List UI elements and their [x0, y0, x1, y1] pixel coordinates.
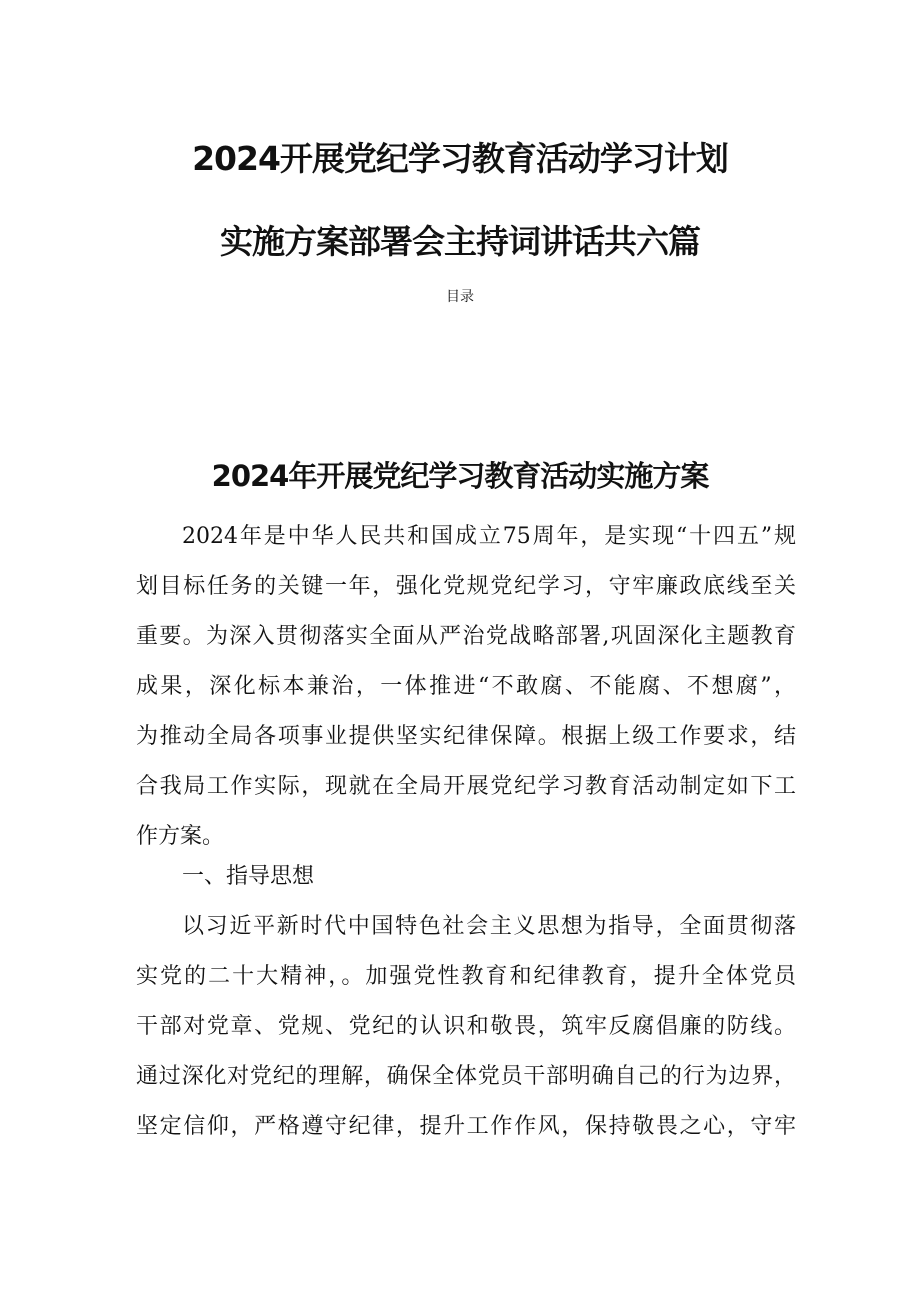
paragraph-2-line: 实党的二十大精神，。加强党性教育和纪律教育，提升全体党员	[136, 964, 796, 989]
paragraph-1-line: 作方案。	[136, 824, 225, 849]
paragraph-2-line: 通过深化对党纪的理解，确保全体党员干部明确自己的行为边界，	[136, 1064, 796, 1089]
paragraph-1-line: 为推动全局各项事业提供坚实纪律保障。根据上级工作要求，结	[136, 724, 796, 749]
paragraph-1-line: 重要。为深入贯彻落实全面从严治党战略部署,巩固深化主题教育	[136, 624, 796, 649]
paragraph-2-line: 以习近平新时代中国特色社会主义思想为指导，全面贯彻落	[182, 914, 796, 939]
paragraph-1-line: 划目标任务的关键一年，强化党规党纪学习，守牢廉政底线至关	[136, 574, 796, 599]
paragraph-1-line: 合我局工作实际，现就在全局开展党纪学习教育活动制定如下工	[136, 774, 796, 799]
document-title-line-1: 2024开展党纪学习教育活动学习计划	[192, 139, 728, 178]
section-heading-guiding-ideology: 一、指导思想	[182, 864, 315, 889]
paragraph-1-line: 成果，深化标本兼治，一体推进“不敢腐、不能腐、不想腐”，	[136, 674, 796, 699]
document-title-line-2: 实施方案部署会主持词讲话共六篇	[220, 222, 700, 261]
table-of-contents-label: 目录	[446, 289, 474, 305]
paragraph-2-line: 干部对党章、党规、党纪的认识和敬畏，筑牢反腐倡廉的防线。	[136, 1014, 796, 1039]
section-title: 2024年开展党纪学习教育活动实施方案	[211, 459, 709, 493]
paragraph-2-line: 坚定信仰，严格遵守纪律，提升工作作风，保持敬畏之心，守牢	[136, 1114, 796, 1139]
paragraph-1-line: 2024年是中华人民共和国成立75周年，是实现“十四五”规	[182, 524, 796, 549]
